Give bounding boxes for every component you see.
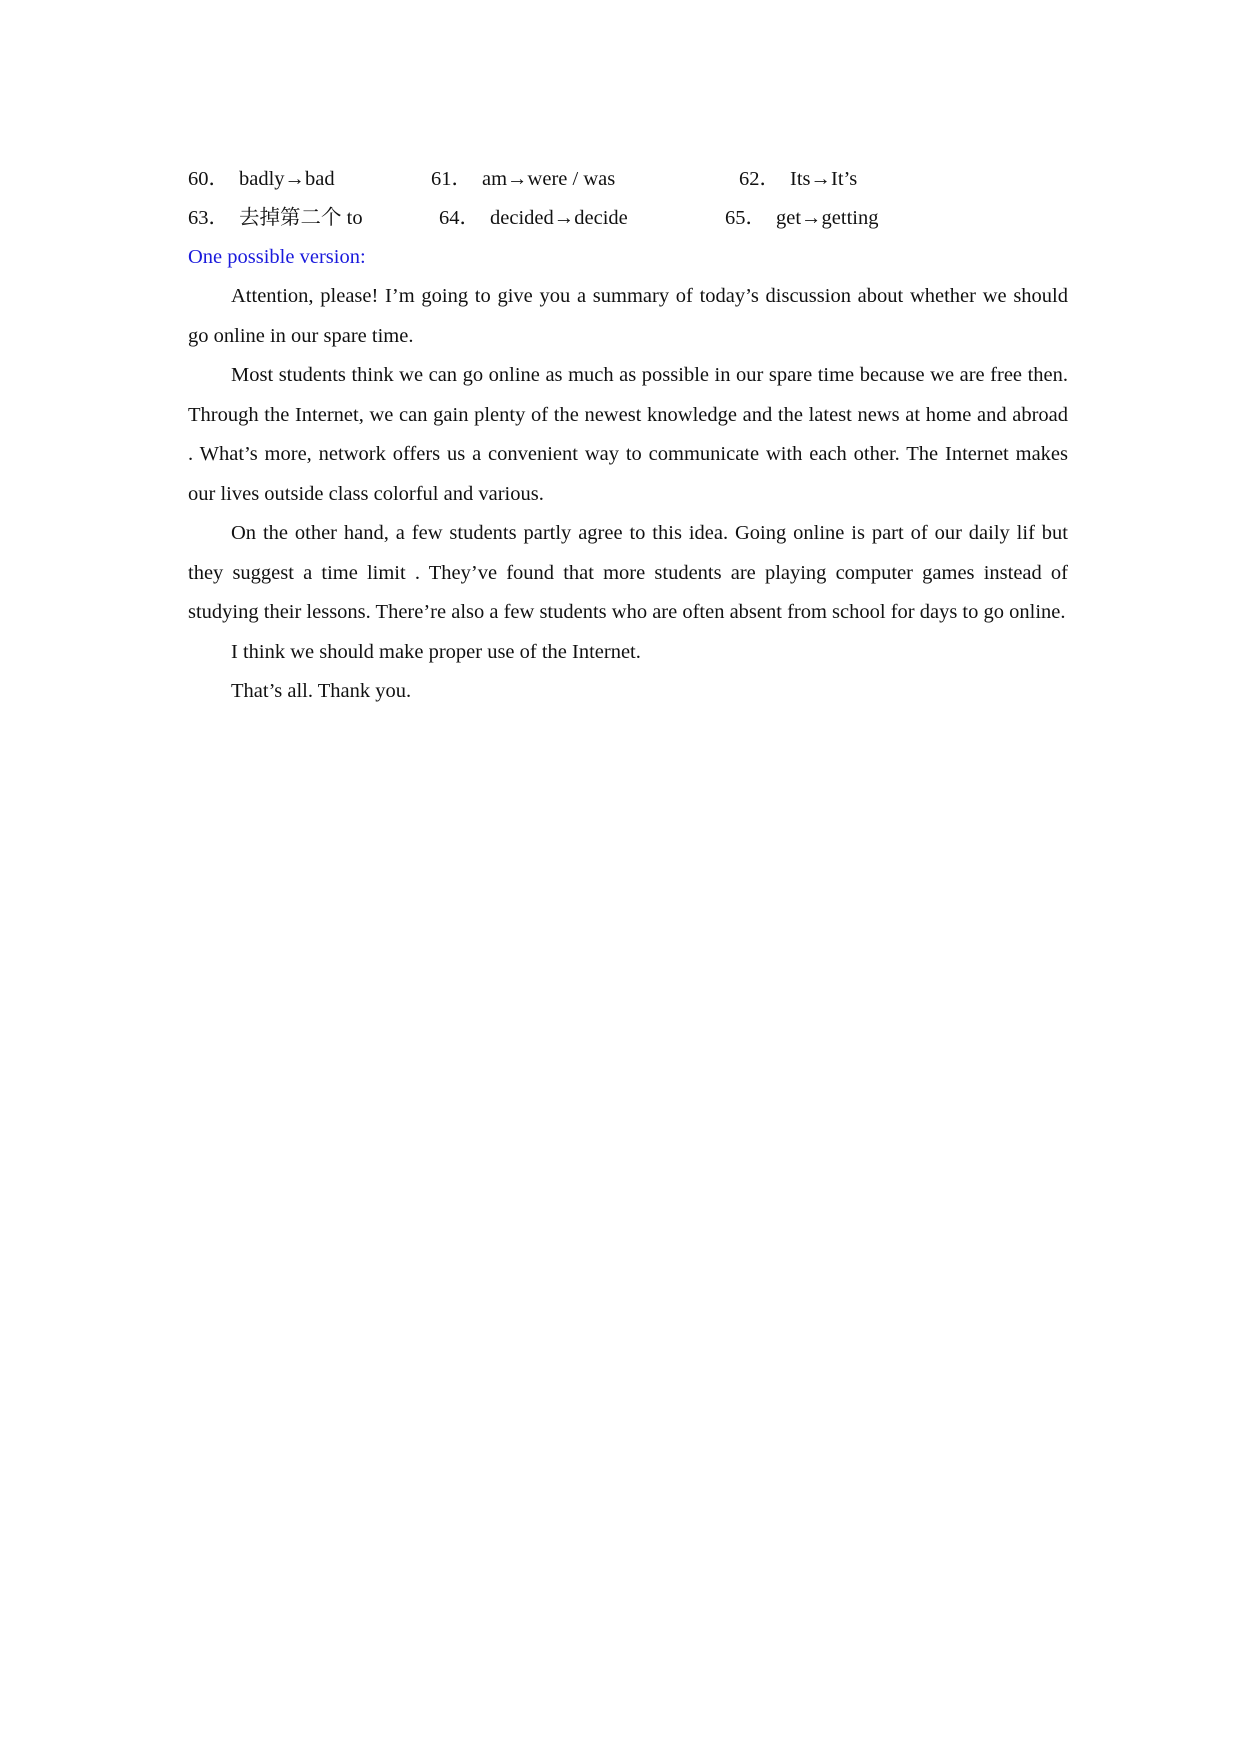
answer-item-61: [431, 160, 615, 199]
answer-number: 64．: [439, 207, 480, 229]
answer-text: get→getting: [776, 207, 879, 229]
answer-number: 63．: [188, 207, 229, 229]
answer-number: 61．: [431, 168, 472, 190]
document-page: [188, 160, 1068, 712]
answer-item-65: [725, 199, 878, 238]
answer-text: am→were / was: [482, 168, 616, 190]
answer-text: Its→It’s: [790, 168, 858, 190]
version-label: One possible version:: [188, 246, 366, 268]
answer-text: decided→decide: [490, 207, 628, 229]
answer-item-63: [188, 199, 363, 238]
answer-number: 62．: [739, 168, 780, 190]
essay-paragraph: Attention, please! I’m going to give you a summary of today’s discussion about whether we should go online in our spare time.: [188, 285, 1068, 347]
answer-number: 65．: [725, 207, 766, 229]
answer-number: 60．: [188, 168, 229, 190]
answer-text: 去掉第二个 to: [239, 207, 363, 229]
essay-paragraph: I think we should make proper use of the Internet.: [231, 640, 641, 663]
essay-paragraph: That’s all. Thank you.: [231, 680, 412, 702]
essay-paragraph: Most students think we can go online as much as possible in our spare time because we are free then. Through the Internet, we can gain plenty of the newest knowledge and the latest news at home and abroad . What’s more, network offers us a convenient way to communicate with each other. The Internet makes our lives outside class colorful and various.: [188, 364, 1068, 505]
answer-row-2: [188, 199, 1068, 238]
answer-row-1: [188, 160, 1068, 199]
sample-essay: [188, 277, 1068, 712]
answer-item-64: [439, 199, 628, 238]
answer-item-60: [188, 160, 335, 199]
answer-item-62: [739, 160, 857, 199]
essay-paragraph: On the other hand, a few students partly agree to this idea. Going online is part of our daily lif but they suggest a time limit . They’ve found that more students are playing computer games instead of studying their lessons. There’re also a few students who are often absent from school for days to go online.: [188, 522, 1068, 623]
answer-text: badly→bad: [239, 168, 335, 190]
